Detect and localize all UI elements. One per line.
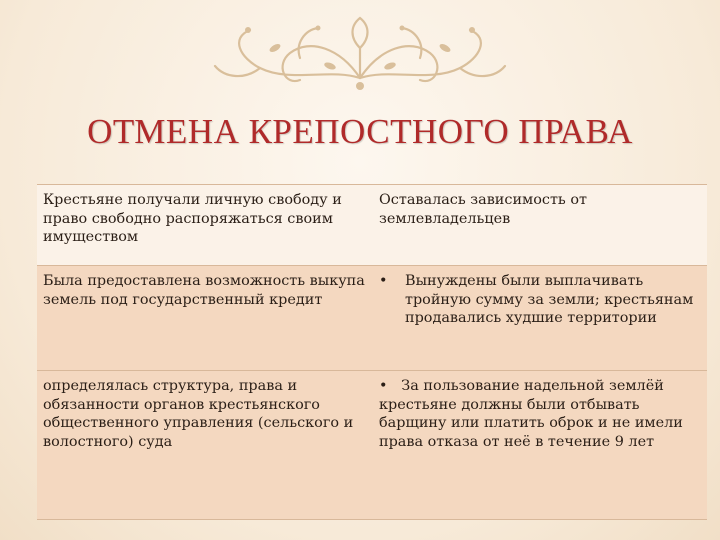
table-row <box>37 371 707 520</box>
table-row <box>37 266 707 371</box>
table-cell: определялась структура, права и обязанности органов крестьянского общественного управления (сельского и волостного) суда <box>37 371 373 520</box>
table-cell <box>373 266 707 371</box>
bullet-text: За пользование надельной землёй крестьяне должны были отбывать барщину или платить оброк и не имели права отказа от неё в течение 9 лет <box>379 378 683 451</box>
table-cell <box>373 371 707 520</box>
table-cell: Крестьяне получали личную свободу и право свободно распоряжаться своим имуществом <box>37 185 373 266</box>
bullet-icon: • <box>379 378 388 394</box>
bullet-icon: • <box>379 273 388 289</box>
bullet-item <box>379 272 701 328</box>
floral-ornament-icon <box>200 8 520 108</box>
bullet-text: Вынуждены были выплачивать тройную сумму за земли; крестьянам продавались худшие территории <box>405 273 694 327</box>
table-cell: Оставалась зависимость от землевладельцев <box>373 185 707 266</box>
comparison-table <box>37 184 707 520</box>
table-cell: Была предоставлена возможность выкупа земель под государственный кредит <box>37 266 373 371</box>
table-row <box>37 185 707 266</box>
slide-title: ОТМЕНА КРЕПОСТНОГО ПРАВА <box>87 112 633 151</box>
